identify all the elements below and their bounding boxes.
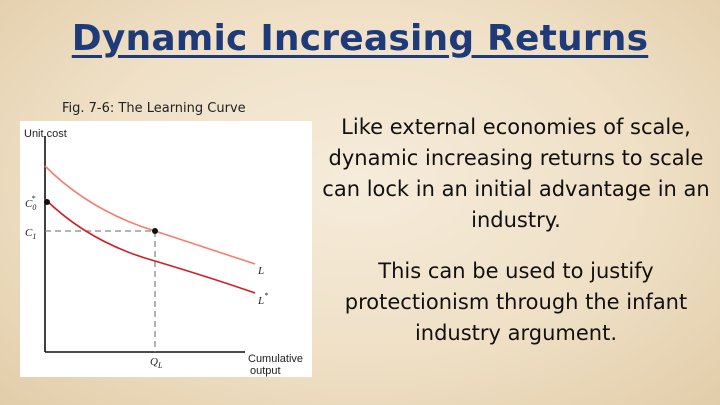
x-axis-label-line1: Cumulative	[248, 353, 304, 365]
c1-label: $C_1$	[25, 227, 37, 241]
point-c0	[44, 199, 50, 205]
paragraph-infant-industry: This can be used to justify protectionism through the infant industry argument.	[344, 259, 688, 345]
curve-l-star	[45, 199, 255, 293]
point-c1-ql	[152, 228, 158, 234]
x-axis-label-line2: output	[250, 365, 281, 377]
curve-l	[45, 166, 255, 264]
y-axis-label: Unit cost	[24, 128, 67, 140]
curve-l-star-label: L*	[258, 291, 269, 307]
ql-label: $Q_L$	[150, 356, 163, 370]
text-panel	[318, 112, 714, 349]
paragraph-lock-in: Like external economies of scale, dynamic increasing returns to scale can lock in an initial advantage in an industry.	[322, 115, 710, 232]
curve-l-label: L	[258, 265, 265, 277]
slide-title: Dynamic Increasing Returns	[71, 18, 649, 59]
figure-caption: Fig. 7-6: The Learning Curve	[62, 101, 246, 116]
learning-curve-figure	[20, 121, 312, 377]
learning-curve-diagram	[20, 121, 312, 377]
c0-label: $C_0*$	[25, 194, 37, 212]
